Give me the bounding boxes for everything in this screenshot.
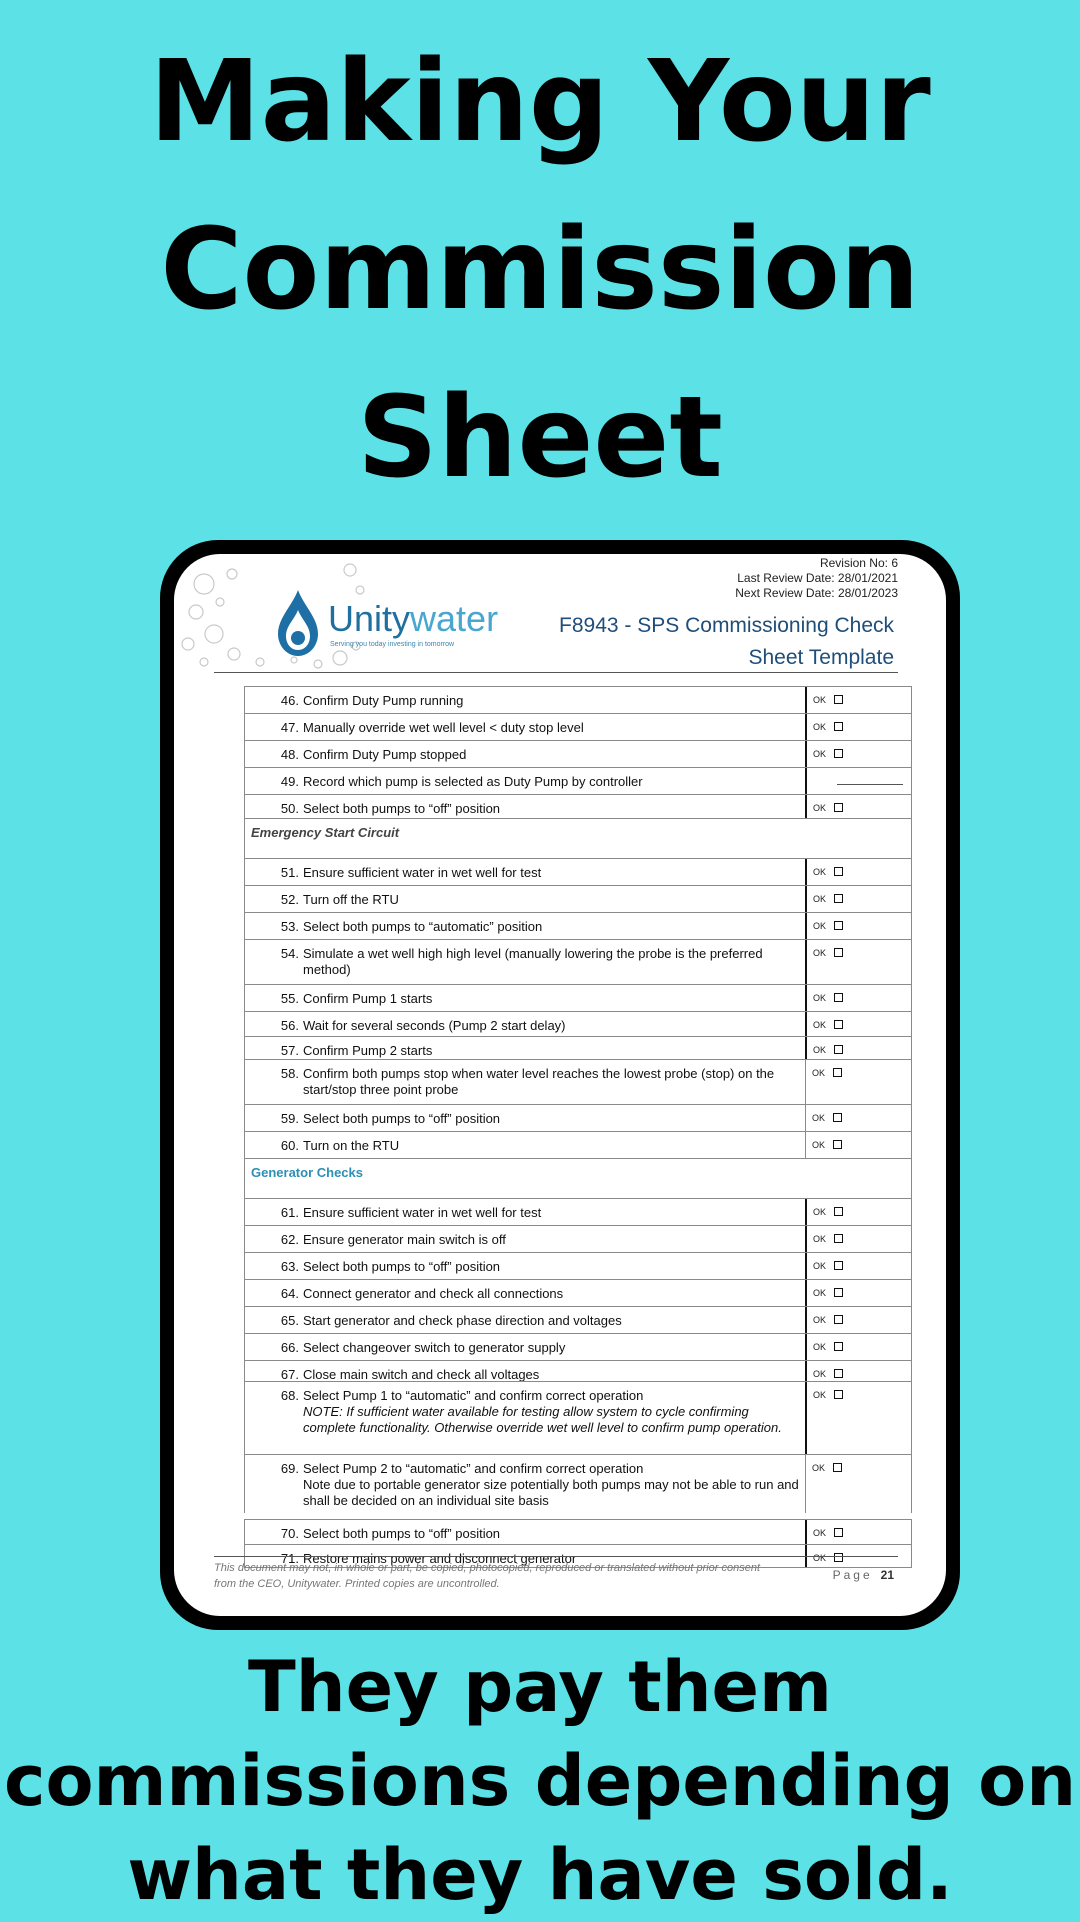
- header-rule: [214, 672, 898, 673]
- item-number: 65.: [280, 1313, 299, 1328]
- ok-label: OK: [813, 948, 827, 958]
- ok-cell: [805, 1199, 911, 1225]
- headline: Making Your Commission Sheet: [149, 37, 931, 503]
- checkbox[interactable]: [834, 1342, 843, 1351]
- ok-label: OK: [813, 1315, 827, 1325]
- logo-tagline: Serving you today investing in tomorrow: [330, 641, 455, 648]
- item-text: Wait for several seconds (Pump 2 start delay): [303, 1018, 566, 1033]
- item-text: Select both pumps to “off” position: [303, 1259, 501, 1274]
- ok-cell: [805, 741, 911, 767]
- logo-wordmark: [328, 598, 498, 640]
- checkbox[interactable]: [833, 1068, 842, 1077]
- ok-cell: [805, 1334, 911, 1360]
- item-text: Select Pump 2 to “automatic” and confirm correct operation: [303, 1461, 644, 1476]
- document-title-line1: F8943 - SPS Commissioning Check: [559, 614, 894, 637]
- item-text-block: [299, 1455, 805, 1513]
- ok-label: OK: [813, 894, 827, 904]
- checkbox[interactable]: [834, 894, 843, 903]
- checklist-row: [244, 740, 912, 767]
- item-number: 46.: [280, 693, 299, 708]
- ok-cell: [805, 1060, 911, 1104]
- item-text: Record which pump is selected as Duty Pump by controller: [303, 774, 643, 789]
- ok-cell: [805, 1037, 911, 1059]
- ok-label: OK: [813, 1369, 827, 1379]
- item-text: Ensure sufficient water in wet well for test: [303, 1205, 542, 1220]
- checkbox[interactable]: [834, 948, 843, 957]
- item-text: Ensure sufficient water in wet well for test: [303, 865, 542, 880]
- item-text: Simulate a wet well high high level (manually lowering the probe is the preferred method): [303, 946, 763, 977]
- last-review-date: Last Review Date: 28/01/2021: [737, 571, 898, 585]
- footer-rule: [214, 1556, 898, 1557]
- item-note: NOTE: If sufficient water available for testing allow system to cycle confirming complete functionality. Otherwise override wet well level to confirm pump operation.: [303, 1404, 782, 1435]
- ok-label: OK: [813, 1261, 827, 1271]
- ok-cell: [805, 1012, 911, 1036]
- item-number: 47.: [280, 720, 299, 735]
- checklist-row: [244, 1306, 912, 1333]
- ok-cell: [805, 1307, 911, 1333]
- checklist-row: [244, 885, 912, 912]
- ok-cell: [805, 1280, 911, 1306]
- item-text: Confirm Pump 2 starts: [303, 1043, 433, 1058]
- checklist-row: [244, 713, 912, 740]
- checklist-row: [244, 1252, 912, 1279]
- item-note: Note due to portable generator size potentially both pumps may not be able to run and shall be decided on an individual site basis: [303, 1477, 799, 1508]
- document-frame: [160, 540, 960, 1630]
- checklist-row: [244, 1333, 912, 1360]
- ok-cell: [805, 1520, 911, 1544]
- ok-label: OK: [813, 1288, 827, 1298]
- footer-copyright-note: This document may not, in whole or part, be copied, photocopied, reproduced or translated without prior consent from the CEO, Unitywater. Printed copies are uncontrolled.: [214, 1562, 761, 1590]
- checkbox[interactable]: [834, 803, 843, 812]
- checkbox[interactable]: [834, 1315, 843, 1324]
- ok-cell: [805, 1226, 911, 1252]
- checkbox[interactable]: [834, 1528, 843, 1537]
- item-number: 60.: [280, 1138, 299, 1153]
- item-number: 68.: [280, 1388, 299, 1403]
- ok-label: OK: [813, 695, 827, 705]
- ok-label: OK: [813, 1528, 827, 1538]
- checklist-row: [244, 767, 912, 794]
- item-number: 59.: [280, 1111, 299, 1126]
- item-text: Select both pumps to “off” position: [303, 801, 501, 816]
- checkbox[interactable]: [834, 1390, 843, 1399]
- checklist-table: [244, 686, 912, 1568]
- item-number: 69.: [280, 1461, 299, 1476]
- ok-cell: [805, 1455, 911, 1513]
- item-text: Start generator and check phase direction and voltages: [303, 1313, 622, 1328]
- item-text: Turn on the RTU: [303, 1138, 400, 1153]
- checkbox[interactable]: [834, 1553, 843, 1562]
- item-text: Confirm both pumps stop when water level reaches the lowest probe (stop) on the start/stop three point probe: [303, 1066, 775, 1097]
- document-title-line2: Sheet Template: [748, 646, 894, 669]
- record-cell: [805, 768, 911, 794]
- ok-cell: [805, 687, 911, 713]
- item-number: 57.: [280, 1043, 299, 1058]
- ok-label: OK: [812, 1068, 826, 1078]
- item-number: 51.: [280, 865, 299, 880]
- ok-cell: [805, 886, 911, 912]
- ok-cell: [805, 1132, 911, 1158]
- record-line[interactable]: [837, 784, 903, 785]
- item-text: Select Pump 1 to “automatic” and confirm correct operation: [303, 1388, 644, 1403]
- page-number: 21: [880, 1568, 894, 1582]
- item-text: Confirm Pump 1 starts: [303, 991, 433, 1006]
- logo-name-water: water: [410, 598, 499, 639]
- item-number: 67.: [280, 1367, 299, 1382]
- item-text-block: [299, 1382, 805, 1454]
- ok-label: OK: [813, 722, 827, 732]
- document-sheet: [174, 554, 946, 1616]
- checkbox[interactable]: [834, 1207, 843, 1216]
- item-number: 50.: [280, 801, 299, 816]
- checklist-row: [244, 1360, 912, 1381]
- ok-label: OK: [813, 1234, 827, 1244]
- checklist-row: [244, 1131, 912, 1158]
- ok-label: OK: [813, 1342, 827, 1352]
- checkbox[interactable]: [833, 1113, 842, 1122]
- next-review-date: Next Review Date: 28/01/2023: [735, 586, 898, 600]
- ok-cell: [805, 1382, 911, 1454]
- checkbox[interactable]: [834, 1261, 843, 1270]
- checklist-row: [244, 912, 912, 939]
- ok-cell: [805, 859, 911, 885]
- item-text: Manually override wet well level < duty stop level: [303, 720, 584, 735]
- checkbox[interactable]: [834, 1045, 843, 1054]
- ok-label: OK: [813, 1045, 827, 1055]
- ok-label: OK: [812, 1463, 826, 1473]
- ok-cell: [805, 913, 911, 939]
- item-number: 70.: [280, 1526, 299, 1541]
- ok-cell: [805, 1105, 911, 1131]
- item-number: 56.: [280, 1018, 299, 1033]
- item-number: 49.: [280, 774, 299, 789]
- item-number: 66.: [280, 1340, 299, 1355]
- item-number: 58.: [280, 1066, 299, 1081]
- checklist-row: [244, 1198, 912, 1225]
- section-heading-generator: Generator Checks: [244, 1158, 912, 1198]
- item-number: 63.: [280, 1259, 299, 1274]
- checklist-row: [244, 939, 912, 984]
- item-text: Restore mains power and disconnect generator: [303, 1551, 577, 1566]
- item-text: Connect generator and check all connections: [303, 1286, 564, 1301]
- ok-label: OK: [812, 1140, 826, 1150]
- ok-label: OK: [813, 1390, 827, 1400]
- item-text: Select both pumps to “off” position: [303, 1111, 501, 1126]
- checklist-row: [244, 1225, 912, 1252]
- item-number: 48.: [280, 747, 299, 762]
- revision-number: Revision No: 6: [819, 556, 898, 570]
- checkbox[interactable]: [834, 1288, 843, 1297]
- checklist-row: [244, 858, 912, 885]
- ok-label: OK: [813, 749, 827, 759]
- unitywater-logo-drop-icon: [274, 588, 322, 658]
- item-number: 61.: [280, 1205, 299, 1220]
- item-text: Close main switch and check all voltages: [303, 1367, 540, 1382]
- ok-label: OK: [813, 1207, 827, 1217]
- checklist-row: [244, 1454, 912, 1513]
- ok-cell: [805, 795, 911, 818]
- checkbox[interactable]: [834, 993, 843, 1002]
- checkbox[interactable]: [834, 1020, 843, 1029]
- ok-label: OK: [813, 993, 827, 1003]
- checklist-row: [244, 686, 912, 713]
- checkbox[interactable]: [833, 1463, 842, 1472]
- item-number: 52.: [280, 892, 299, 907]
- checklist-row: [244, 984, 912, 1011]
- checkbox[interactable]: [834, 1234, 843, 1243]
- item-number: 64.: [280, 1286, 299, 1301]
- ok-cell: [805, 1361, 911, 1381]
- checklist-row: [244, 1104, 912, 1131]
- checklist-row: [244, 1519, 912, 1544]
- checklist-row: [244, 794, 912, 818]
- checkbox[interactable]: [833, 1140, 842, 1149]
- item-text: Select changeover switch to generator supply: [303, 1340, 566, 1355]
- ok-cell: [805, 940, 911, 984]
- item-number: 55.: [280, 991, 299, 1006]
- checklist-row: [244, 1381, 912, 1454]
- ok-label: OK: [813, 1020, 827, 1030]
- page-footer: [833, 1568, 894, 1582]
- checklist-row: [244, 1279, 912, 1306]
- ok-cell: [805, 985, 911, 1011]
- checkbox[interactable]: [834, 722, 843, 731]
- ok-cell: [805, 714, 911, 740]
- item-number: 53.: [280, 919, 299, 934]
- document-title: [559, 610, 894, 674]
- checklist-row: [244, 1036, 912, 1059]
- ok-label: OK: [813, 867, 827, 877]
- checkbox[interactable]: [834, 867, 843, 876]
- item-number: 71.: [280, 1551, 299, 1566]
- ok-label: OK: [813, 803, 827, 813]
- item-number: 54.: [280, 946, 299, 961]
- item-text: Ensure generator main switch is off: [303, 1232, 506, 1247]
- checklist-row: [244, 1059, 912, 1104]
- item-text: Turn off the RTU: [303, 892, 399, 907]
- caption: They pay them commissions depending on what they have sold.: [3, 1646, 1077, 1916]
- section-heading-emergency: Emergency Start Circuit: [244, 818, 912, 858]
- item-text: Select both pumps to “automatic” position: [303, 919, 543, 934]
- revision-block: [735, 556, 898, 601]
- ok-label: OK: [813, 1553, 827, 1563]
- document-header: [174, 554, 946, 672]
- page-label: Page: [832, 1568, 873, 1582]
- item-text: Confirm Duty Pump running: [303, 693, 464, 708]
- item-text: Select both pumps to “off” position: [303, 1526, 501, 1541]
- checkbox[interactable]: [834, 695, 843, 704]
- item-text: Confirm Duty Pump stopped: [303, 747, 467, 762]
- logo-name-unity: Unity: [328, 598, 411, 639]
- item-number: 62.: [280, 1232, 299, 1247]
- checklist-row: [244, 1011, 912, 1036]
- checkbox[interactable]: [834, 749, 843, 758]
- checkbox[interactable]: [834, 1369, 843, 1378]
- ok-label: OK: [813, 921, 827, 931]
- checkbox[interactable]: [834, 921, 843, 930]
- ok-label: OK: [812, 1113, 826, 1123]
- ok-cell: [805, 1253, 911, 1279]
